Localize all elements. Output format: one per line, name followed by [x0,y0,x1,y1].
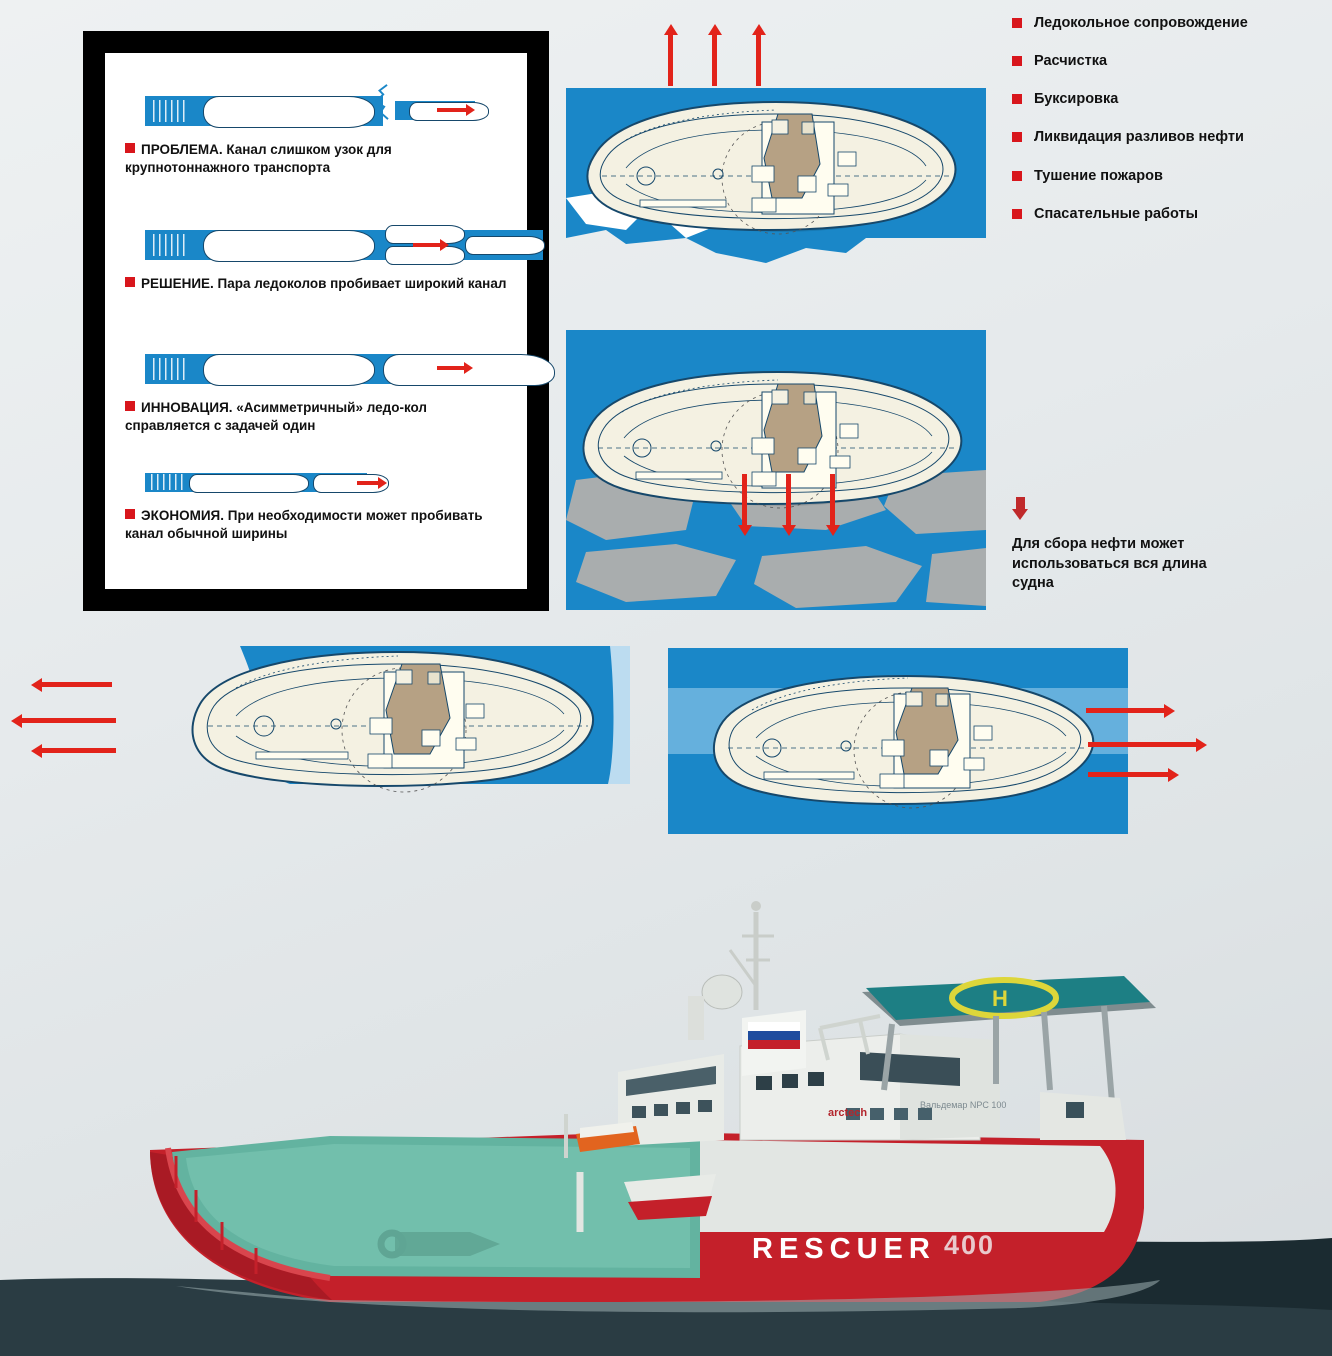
thrust-arrow-left-1 [40,682,112,687]
thrust-arrow-up-1 [668,34,673,86]
icebreaker-plan-oil-recovery [566,330,986,610]
icebreaker-plan-channel [668,648,1128,838]
bullet-icon [125,277,135,287]
bullet-icon [1012,171,1022,181]
plan-forward-graphic [566,48,986,298]
step-innovation-graphic [145,345,527,393]
thrust-arrow-right-3 [1088,772,1170,777]
cargo-ship-hull [203,96,375,128]
bullet-icon [1012,94,1022,104]
step-solution-graphic [145,221,527,269]
step-problem [105,87,527,177]
bullet-icon [125,401,135,411]
ice-hatch [153,234,187,256]
icebreaker-hull-lead [465,236,545,255]
icebreaker-hull-a [385,225,465,244]
step-solution-caption: РЕШЕНИЕ. Пара ледоколов пробивает широкий канал [125,275,515,293]
legend-item-icebreaking: Ледокольное сопровождение [1012,14,1312,32]
direction-arrow [437,366,465,370]
svg-text:400: 400 [944,1230,996,1260]
bullet-icon [125,509,135,519]
down-arrow-icon [1012,497,1028,519]
step-problem-graphic [145,87,527,135]
capabilities-legend [1012,14,1312,243]
cargo-ship-hull [203,230,375,262]
svg-text:RESCUER: RESCUER [752,1233,936,1265]
icebreaker-plan-forward [566,48,986,298]
direction-arrow [357,481,379,485]
thrust-arrow-left-3 [40,748,116,753]
bullet-icon [1012,209,1022,219]
bullet-icon [125,143,135,153]
oil-collection-note [1012,497,1242,594]
plan-channel-graphic [668,648,1128,838]
thrust-arrow-right-2 [1088,742,1198,747]
oil-flow-arrow-1 [742,474,747,526]
plan-astern-graphic [140,630,630,840]
oil-collection-note-text: Для сбора нефти может использоваться вся длина судна [1012,536,1207,592]
step-innovation-caption: ИННОВАЦИЯ. «Асимметричный» ледо-кол справляется с задачей один [125,400,428,433]
step-innovation [105,345,527,435]
step-economy-caption: ЭКОНОМИЯ. При необходимости может пробивать канал обычной ширины [125,508,483,541]
legend-item-oil-spill: Ликвидация разливов нефти [1012,128,1312,146]
thrust-arrow-right-1 [1086,708,1166,713]
legend-item-towing: Буксировка [1012,90,1312,108]
bullet-icon [1012,56,1022,66]
explanation-panel [83,31,549,611]
direction-arrow [413,243,441,247]
legend-item-firefighting: Тушение пожаров [1012,167,1312,185]
ice-hatch [153,358,187,380]
thrust-arrow-up-3 [756,34,761,86]
plan-oil-graphic [566,330,986,610]
legend-item-rescue: Спасательные работы [1012,205,1312,223]
thrust-arrow-up-2 [712,34,717,86]
thrust-arrow-left-2 [20,718,116,723]
explanation-panel-inner [105,53,527,589]
icebreaker-hull-b [385,246,465,265]
direction-arrow [437,108,467,112]
svg-text:Вальдемар NPC 100: Вальдемар NPC 100 [920,1100,1007,1110]
icebreaker-render [0,840,1332,1356]
cargo-ship-hull [203,354,375,386]
oil-flow-arrow-3 [830,474,835,526]
svg-text:H: H [992,986,1008,1011]
icebreaker-plan-astern [140,630,630,840]
step-problem-caption: ПРОБЛЕМА. Канал слишком узок для крупнотоннажного транспорта [125,142,392,175]
ice-hatch [153,100,187,122]
icebreaker-render-graphic [0,840,1332,1356]
step-economy-graphic [145,465,527,501]
cargo-ship-hull-small [189,474,309,493]
svg-text:arctech: arctech [828,1107,868,1119]
bullet-icon [1012,132,1022,142]
oil-flow-arrow-2 [786,474,791,526]
legend-item-clearing: Расчистка [1012,52,1312,70]
ice-hatch [151,474,185,490]
step-economy [105,465,527,543]
bullet-icon [1012,18,1022,28]
step-solution [105,221,527,293]
